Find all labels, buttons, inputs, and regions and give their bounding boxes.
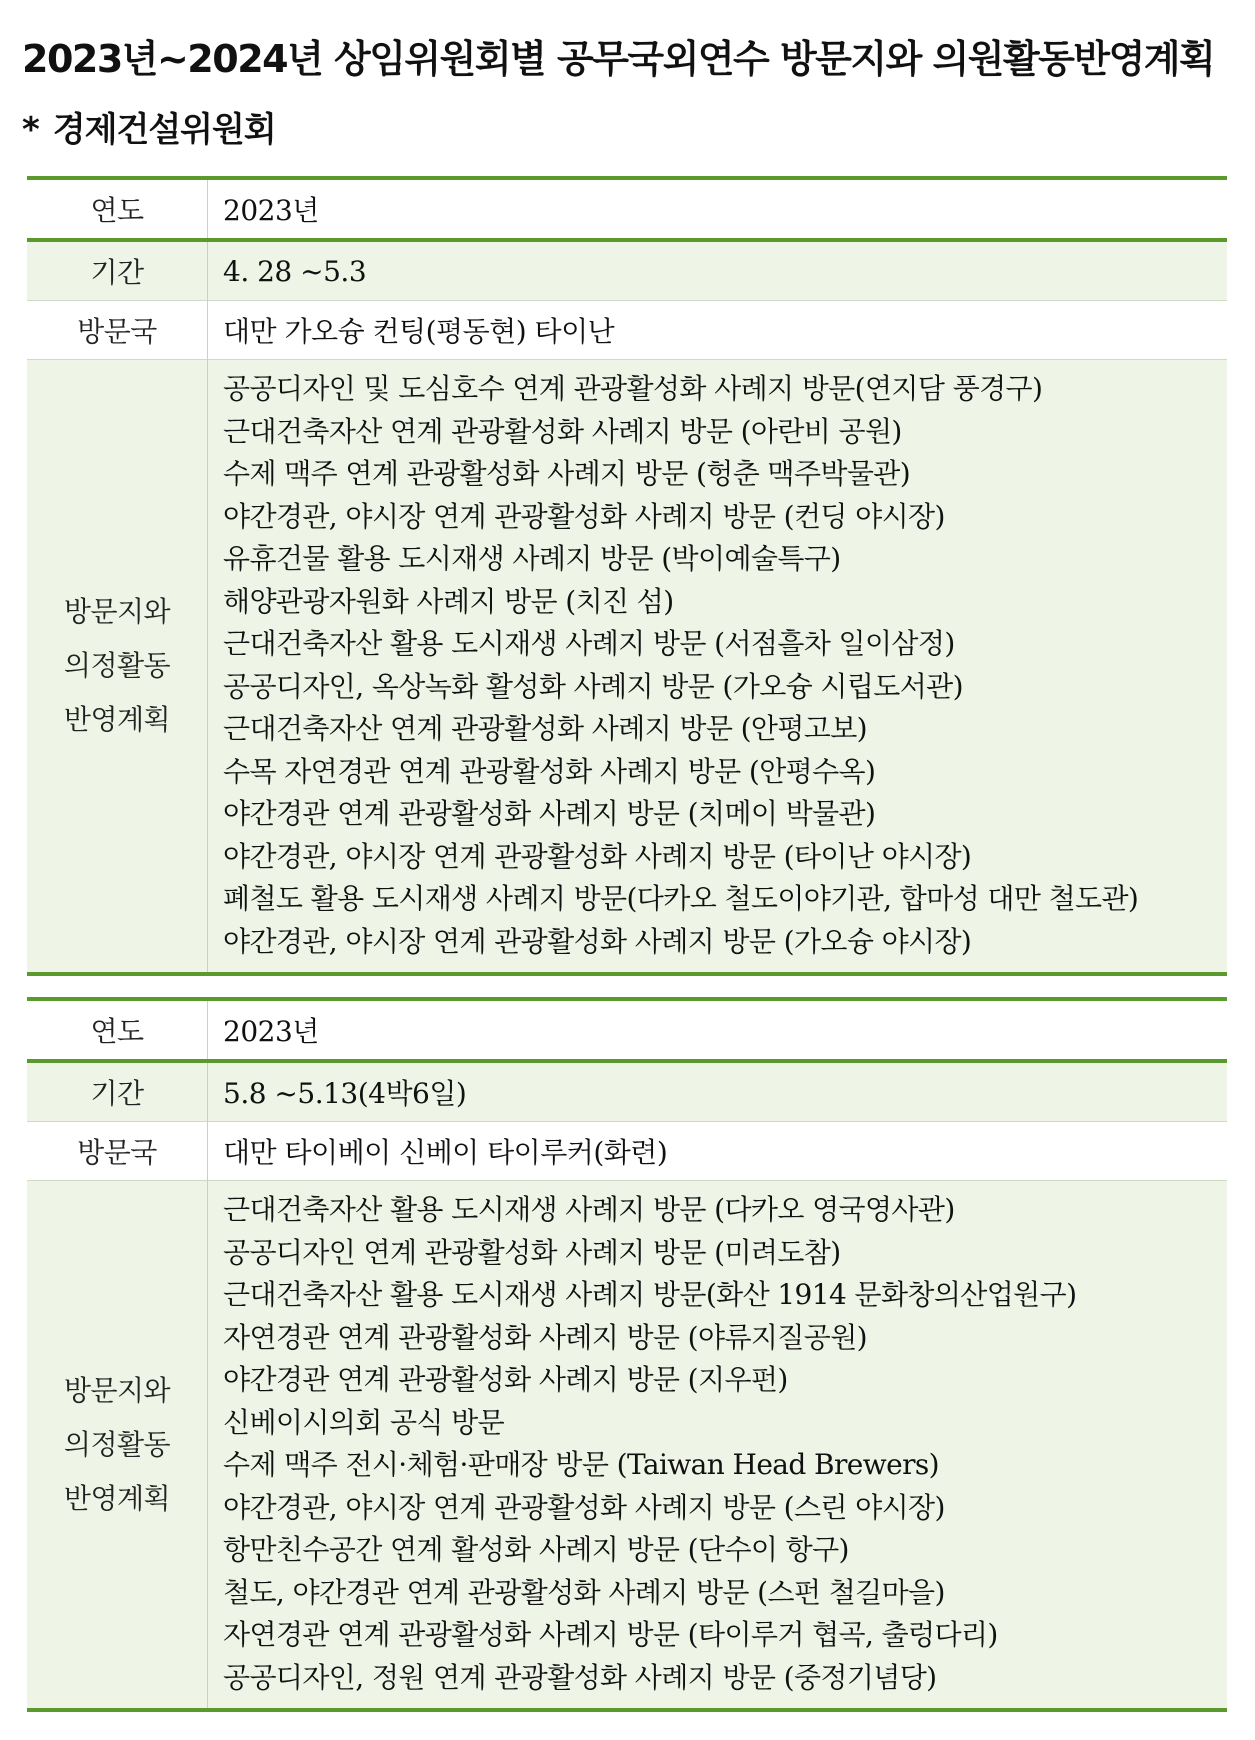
plan-label-line: 방문지와 — [63, 1373, 171, 1407]
plan-row — [27, 1181, 1227, 1711]
plan-item: 유휴건물 활용 도시재생 사례지 방문 (박이예술특구) — [223, 542, 841, 575]
plan-label-line: 반영계획 — [63, 703, 171, 736]
country-value: 대만 가오슝 컨팅(평동현) 타이난 — [208, 301, 1228, 360]
plan-item: 공공디자인 연계 관광활성화 사례지 방문 (미려도참) — [223, 1235, 841, 1269]
page-title: 2023년~2024년 상임위원회별 공무국외연수 방문지와 의원활동반영계획 — [22, 37, 1215, 81]
committee-heading — [22, 110, 276, 150]
plan-item: 근대건축자산 활용 도시재생 사례지 방문(화산 1914 문화창의산업원구) — [223, 1278, 1077, 1311]
year-value: 2023년 — [223, 1015, 319, 1048]
plan-item: 야간경관, 야시장 연계 관광활성화 사례지 방문 (타이난 야시장) — [223, 839, 972, 873]
year-value: 2023년 — [223, 194, 319, 227]
plan-item: 수제 맥주 연계 관광활성화 사례지 방문 (헝춘 맥주박물관) — [223, 457, 911, 490]
plan-item: 수목 자연경관 연계 관광활성화 사례지 방문 (안평수옥) — [223, 754, 876, 788]
plan-item: 해양관광자원화 사례지 방문 (치진 섬) — [223, 584, 674, 618]
plan-item: 항만친수공간 연계 활성화 사례지 방문 (단수이 항구) — [223, 1533, 849, 1566]
period-row — [27, 240, 1227, 301]
country-row — [27, 301, 1227, 360]
plan-item: 근대건축자산 연계 관광활성화 사례지 방문 (안평고보) — [223, 712, 868, 745]
plan-item: 야간경관 연계 관광활성화 사례지 방문 (지우펀) — [223, 1363, 788, 1396]
period-label: 기간 — [27, 240, 208, 301]
plan-label-line: 반영계획 — [63, 1481, 171, 1515]
period-value: 4. 28 ~5.3 — [208, 240, 1228, 301]
plan-item: 근대건축자산 활용 도시재생 사례지 방문 (서점흘차 일이삼정) — [223, 627, 955, 660]
committee-name: 경제건설위원회 — [52, 110, 276, 150]
year-row — [27, 178, 1227, 240]
plan-item: 근대건축자산 활용 도시재생 사례지 방문 (다카오 영국영사관) — [223, 1193, 955, 1226]
plan-item: 자연경관 연계 관광활성화 사례지 방문 (타이루거 협곡, 출렁다리) — [223, 1618, 998, 1651]
country-label: 방문국 — [27, 301, 208, 360]
plan-item: 공공디자인, 정원 연계 관광활성화 사례지 방문 (중정기념당) — [223, 1660, 937, 1694]
country-label: 방문국 — [27, 1122, 208, 1181]
trip-table-1 — [27, 176, 1227, 976]
plan-list-cell — [208, 360, 1228, 975]
year-label: 연도 — [27, 178, 208, 240]
plan-label — [27, 1181, 208, 1711]
plan-item: 자연경관 연계 관광활성화 사례지 방문 (야류지질공원) — [223, 1320, 868, 1354]
plan-label-line: 의정활동 — [63, 649, 171, 682]
trip-table-2 — [27, 997, 1227, 1712]
plan-item: 신베이시의회 공식 방문 — [223, 1405, 505, 1439]
year-row — [27, 999, 1227, 1061]
plan-item: 야간경관 연계 관광활성화 사례지 방문 (치메이 박물관) — [223, 797, 876, 830]
year-label: 연도 — [27, 999, 208, 1061]
plan-item: 근대건축자산 연계 관광활성화 사례지 방문 (아란비 공원) — [223, 414, 902, 448]
plan-item: 야간경관, 야시장 연계 관광활성화 사례지 방문 (컨딩 야시장) — [223, 499, 945, 533]
period-label: 기간 — [27, 1061, 208, 1122]
plan-item: 공공디자인 및 도심호수 연계 관광활성화 사례지 방문(연지담 풍경구) — [223, 372, 1043, 405]
plan-item: 야간경관, 야시장 연계 관광활성화 사례지 방문 (스린 야시장) — [223, 1490, 945, 1524]
period-row — [27, 1061, 1227, 1122]
plan-item: 폐철도 활용 도시재생 사례지 방문(다카오 철도이야기관, 합마성 대만 철도관) — [223, 882, 1139, 915]
plan-list-cell — [208, 1181, 1228, 1711]
plan-list — [223, 1181, 1227, 1708]
plan-row — [27, 360, 1227, 975]
plan-label-line: 의정활동 — [63, 1427, 171, 1461]
plan-label-line: 방문지와 — [63, 595, 171, 628]
bullet-asterisk: * — [22, 110, 39, 150]
plan-item: 수제 맥주 전시·체험·판매장 방문 (Taiwan Head Brewers) — [223, 1448, 939, 1481]
plan-label — [27, 360, 208, 975]
country-value: 대만 타이베이 신베이 타이루커(화련) — [208, 1122, 1228, 1181]
period-value: 5.8 ~5.13(4박6일) — [208, 1061, 1228, 1122]
plan-item: 야간경관, 야시장 연계 관광활성화 사례지 방문 (가오슝 야시장) — [223, 924, 972, 958]
plan-item: 공공디자인, 옥상녹화 활성화 사례지 방문 (가오슝 시립도서관) — [223, 669, 963, 703]
plan-list — [223, 360, 1227, 972]
country-row — [27, 1122, 1227, 1181]
plan-item: 철도, 야간경관 연계 관광활성화 사례지 방문 (스펀 철길마을) — [223, 1575, 945, 1609]
